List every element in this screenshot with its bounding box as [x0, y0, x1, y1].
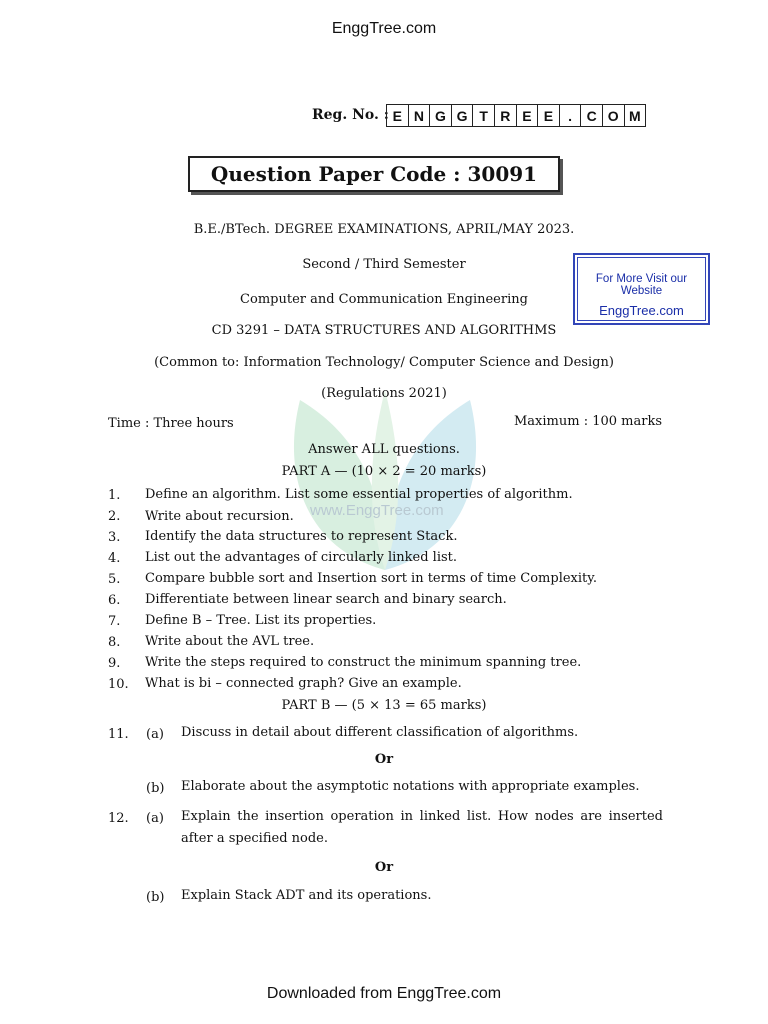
course-title: CD 3291 – DATA STRUCTURES AND ALGORITHMS [211, 323, 557, 338]
question-text: Write about recursion. [145, 509, 294, 524]
reg-char: M [628, 107, 641, 124]
or-separator: Or [374, 860, 394, 875]
question-text: Elaborate about the asymptotic notations with appropriate examples. [181, 779, 640, 794]
or-separator: Or [374, 752, 394, 767]
question-number: 5. [108, 572, 121, 587]
reg-char: E [387, 105, 409, 126]
question-text: Write the steps required to construct the minimum spanning tree. [145, 655, 582, 670]
question-text: Define an algorithm. List some essential properties of algorithm. [145, 487, 573, 502]
question-text: Define B – Tree. List its properties. [145, 613, 377, 628]
sub-question-label: (a) [146, 811, 164, 826]
question-text: Explain Stack ADT and its operations. [181, 888, 432, 903]
question-number: 6. [108, 593, 121, 608]
question-text: Explain the insertion operation in linked list. How nodes are inserted after a specified node. [181, 809, 663, 846]
visit-website-box [573, 253, 710, 325]
question-number: 11. [108, 727, 129, 742]
regulations: (Regulations 2021) [321, 386, 447, 401]
department: Computer and Communication Engineering [240, 292, 528, 307]
reg-char: R [495, 105, 517, 126]
question-number: 8. [108, 635, 121, 650]
semester: Second / Third Semester [302, 257, 466, 272]
reg-no-boxes [386, 104, 646, 127]
reg-char: . [560, 105, 582, 126]
question-text: Differentiate between linear search and binary search. [145, 592, 507, 607]
sub-question-label: (a) [146, 727, 164, 742]
question-text: What is bi – connected graph? Give an example. [145, 676, 462, 691]
part-a-title: PART A — (10 × 2 = 20 marks) [281, 464, 487, 479]
question-text: Write about the AVL tree. [145, 634, 315, 649]
question-number: 7. [108, 614, 121, 629]
watermark-text: www.EnggTree.com [310, 502, 444, 519]
reg-char: T [473, 105, 495, 126]
reg-char: G [452, 105, 474, 126]
question-text: Discuss in detail about different classification of algorithms. [181, 725, 579, 740]
question-number: 2. [108, 509, 121, 524]
question-text: Compare bubble sort and Insertion sort in terms of time Complexity. [145, 571, 598, 586]
site-footer: Downloaded from EnggTree.com [266, 985, 502, 1002]
site-header: EnggTree.com [331, 20, 437, 37]
instruction: Answer ALL questions. [308, 442, 460, 457]
visit-box-line2: EnggTree.com [599, 303, 684, 318]
reg-char: E [538, 105, 560, 126]
question-paper-code: Question Paper Code : 30091 [188, 156, 560, 192]
question-number: 4. [108, 551, 121, 566]
question-number: 10. [108, 677, 129, 692]
sub-question-label: (b) [146, 890, 165, 905]
exam-title: B.E./BTech. DEGREE EXAMINATIONS, APRIL/MAY 2023. [193, 222, 575, 237]
common-to: (Common to: Information Technology/ Computer Science and Design) [154, 355, 614, 370]
visit-box-line1: For More Visit our Website [595, 273, 688, 297]
part-b-title: PART B — (5 × 13 = 65 marks) [281, 698, 487, 713]
question-text: List out the advantages of circularly linked list. [145, 550, 458, 565]
sub-question-label: (b) [146, 781, 165, 796]
question-number: 12. [108, 811, 129, 826]
max-marks-label: Maximum : 100 marks [514, 414, 663, 429]
reg-char: O [603, 105, 625, 126]
reg-char: C [581, 105, 603, 126]
time-label: Time : Three hours [108, 416, 234, 431]
reg-char: N [409, 105, 431, 126]
question-number: 9. [108, 656, 121, 671]
reg-char: G [430, 105, 452, 126]
reg-char: E [517, 105, 539, 126]
question-number: 3. [108, 530, 121, 545]
reg-no-label: Reg. No. : [312, 107, 389, 123]
question-number: 1. [108, 488, 121, 503]
question-text: Identify the data structures to represent Stack. [145, 529, 458, 544]
